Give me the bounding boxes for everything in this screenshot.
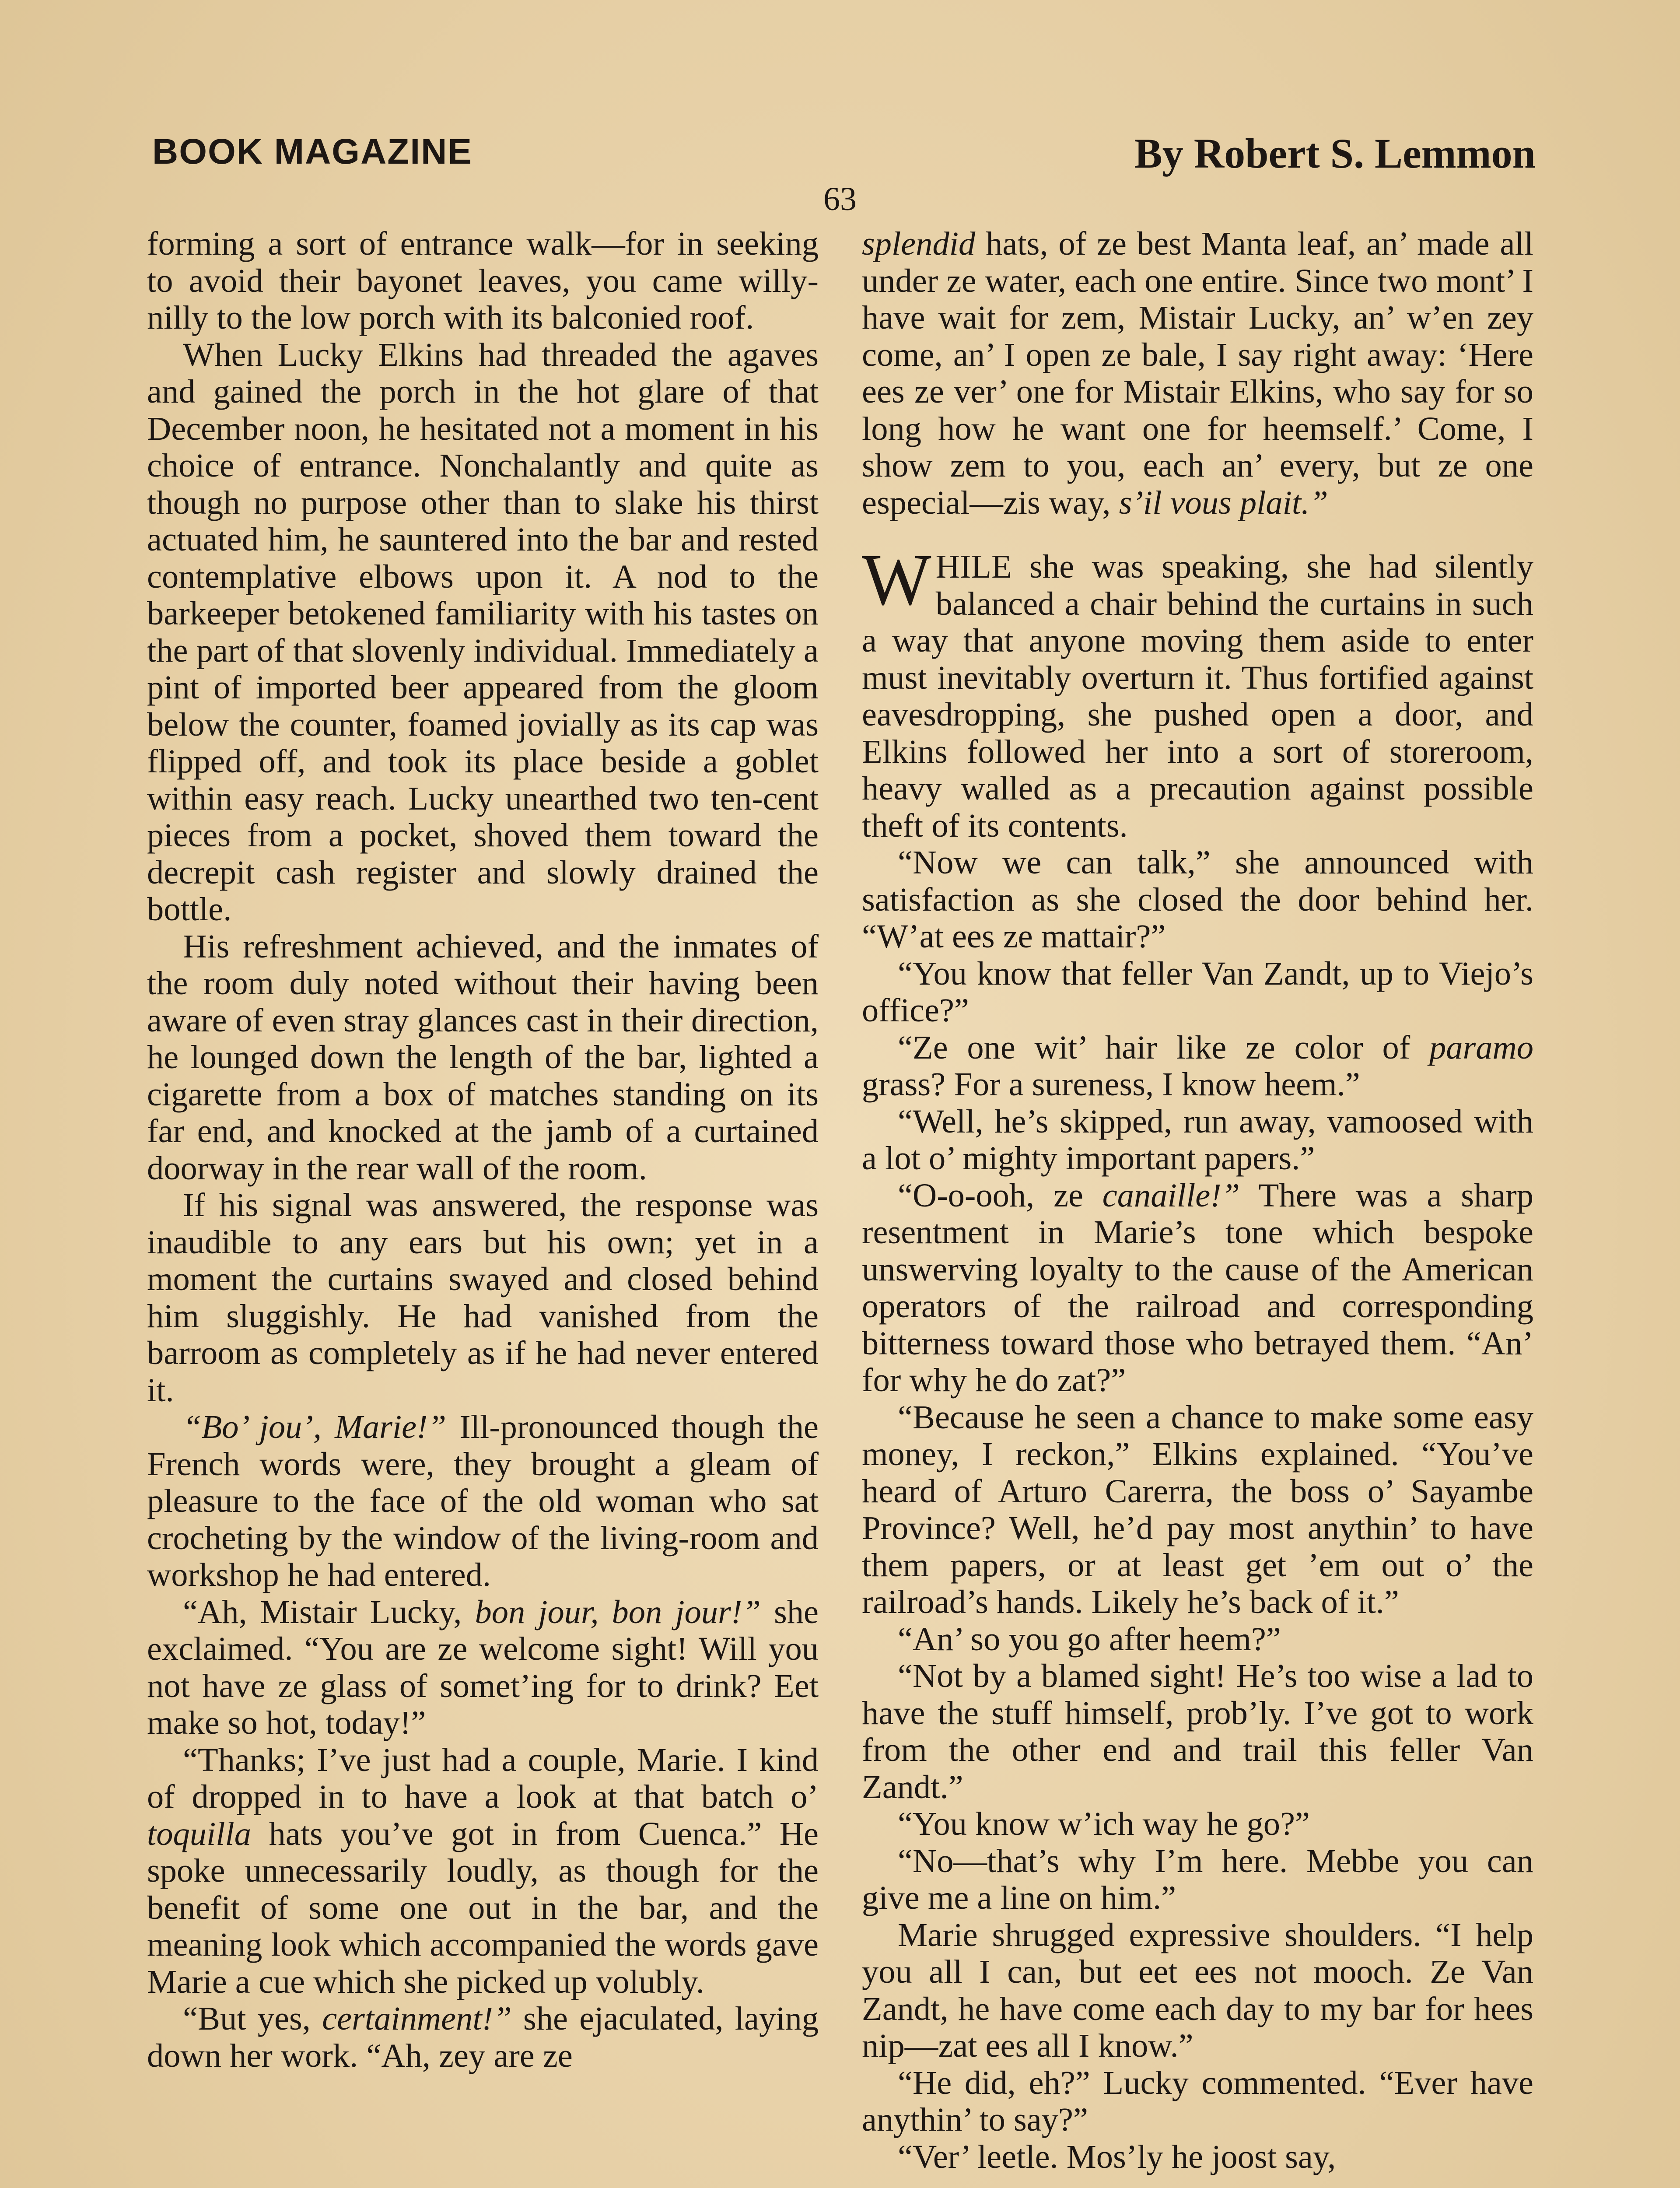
paragraph (862, 1658, 1533, 1806)
paragraph (862, 2065, 1533, 2139)
paragraph-text: she exclaimed. “You are ze welcome sight! Will you not have ze glass of somet’ing for to drink? Eet make so hot, today!” (147, 1593, 819, 1741)
paragraph (147, 1187, 819, 1409)
paragraph-text: “An’ so you go after heem?” (898, 1620, 1281, 1658)
paragraph-text: “But yes, (183, 2000, 322, 2037)
paragraph-text: “Ah, Mistair Lucky, (183, 1593, 475, 1630)
paragraph (862, 1843, 1533, 1917)
paragraph (147, 928, 819, 1187)
italic-text: splendid (862, 225, 976, 262)
paragraph-text: Ill-pronounced though the French words were, they brought a gleam of pleasure to the face of the old woman who sat crocheting by the window of the living-room and workshop he had entered. (147, 1408, 819, 1593)
italic-text: toquilla (147, 1815, 252, 1852)
paragraph (147, 1742, 819, 2001)
paragraph-text: she ejaculated, laying down her work. “Ah, zey are ze (147, 2000, 819, 2074)
right-text-column (862, 225, 1533, 2175)
paragraph-text: HILE she was speaking, she had silently balanced a chair behind the curtains in such a way that anyone moving them aside to enter must inevitably overturn it. Thus fortified against eavesdropping, she pushed open a door, and Elkins followed her into a sort of storeroom, heavy walled as a precaution against possible theft of its contents. (862, 548, 1533, 844)
paragraph-text: There was a sharp resentment in Marie’s tone which bespoke unswerving loyalty to the cause of the American operators of the railroad and corresponding bitterness toward those who betrayed them. “An’ for why he do zat?” (862, 1176, 1534, 1399)
paragraph-text: “Not by a blamed sight! He’s too wise a lad to have the stuff himself, prob’ly. I’ve got to work from the other end and trail this feller Van Zandt.” (862, 1657, 1533, 1806)
paragraph-text: “You know w’ich way he go?” (898, 1805, 1310, 1842)
paragraph-text: “Thanks; I’ve just had a couple, Marie. I kind of dropped in to have a look at that batch o’ (147, 1741, 819, 1815)
paragraph (147, 2000, 819, 2074)
paragraph-text: “Ver’ leetle. Mos’ly he joost say, (898, 2138, 1336, 2175)
italic-text: canaille!” (1102, 1176, 1240, 1214)
paragraph-text: “Well, he’s skipped, run away, vamoosed with a lot o’ mighty important papers.” (862, 1102, 1533, 1177)
paragraph (862, 1103, 1533, 1177)
paragraph-text: If his signal was answered, the response was inaudible to any ears but his own; yet in a moment the curtains swayed and closed behind him sluggishly. He had vanished from the barroom as completely as if he had never entered it. (147, 1186, 819, 1409)
paragraph (862, 955, 1533, 1029)
paragraph (862, 1621, 1533, 1658)
paragraph (147, 225, 819, 337)
italic-text: “Bo’ jou’, Marie!” (183, 1408, 447, 1445)
paragraph (147, 1594, 819, 1742)
italic-text: s’il vous plait.” (1119, 484, 1328, 521)
paragraph-text: When Lucky Elkins had threaded the agaves and gained the porch in the hot glare of that December noon, he hesitated not a moment in his choice of entrance. Nonchalantly and quite as though no purpose other than to slake his thirst actuated him, he sauntered into the bar and rested contemplative elbows upon it. A nod to the barkeeper betokened familiarity with his tastes on the part of that slovenly individual. Immediately a pint of imported beer appeared from the gloom below the counter, foamed jovially as its cap was flipped off, and took its place beside a goblet within easy reach. Lucky unearthed two ten-cent pieces from a pocket, shoved them toward the decrepit cash register and slowly drained the bottle. (147, 336, 819, 928)
magazine-title: BOOK MAGAZINE (152, 132, 473, 172)
left-text-column (147, 225, 819, 2074)
paragraph (147, 337, 819, 928)
paragraph (862, 225, 1533, 521)
drop-cap: W (862, 539, 931, 621)
paragraph-text: “O-o-ooh, ze (898, 1176, 1102, 1214)
paragraph (862, 1806, 1533, 1843)
paragraph (862, 1029, 1533, 1103)
paragraph-text: “No—that’s why I’m here. Mebbe you can give me a line on him.” (862, 1842, 1533, 1916)
paragraph-text: “He did, eh?” Lucky commented. “Ever have anythin’ to say?” (862, 2064, 1533, 2138)
author-byline: By Robert S. Lemmon (1134, 130, 1536, 177)
paragraph-text: forming a sort of entrance walk—for in seeking to avoid their bayonet leaves, you came willy-nilly to the low porch with its balconied roof. (147, 225, 819, 336)
paragraph-text: “Because he seen a chance to make some easy money, I reckon,” Elkins explained. “You’ve heard of Arturo Carerra, the boss o’ Sayambe Province? Well, he’d pay most anythin’ to have them papers, or at least get ’em out o’ the railroad’s hands. Likely he’s back of it.” (862, 1398, 1533, 1620)
paragraph-text: “Now we can talk,” she announced with satisfaction as she closed the door behind her. “W’at ees ze mattair?” (862, 844, 1533, 955)
italic-text: paramo (1429, 1028, 1533, 1066)
paragraph (862, 539, 1533, 844)
paragraph (862, 844, 1533, 955)
paragraph-text: “You know that feller Van Zandt, up to Viejo’s office?” (862, 954, 1533, 1029)
italic-text: bon jour, bon jour!” (475, 1593, 761, 1630)
paragraph-text: hats you’ve got in from Cuenca.” He spoke unnecessarily loudly, as though for the benefit of some one out in the bar, and the meaning look which accompanied the words gave Marie a cue which she picked up volubly. (147, 1815, 819, 2000)
paragraph (862, 1177, 1533, 1399)
paragraph (862, 1917, 1533, 2065)
paragraph (862, 2139, 1533, 2176)
paragraph (147, 1409, 819, 1594)
page-number: 63 (823, 181, 857, 217)
italic-text: certainment!” (322, 2000, 512, 2037)
paragraph-text: “Ze one wit’ hair like ze color of (898, 1028, 1429, 1066)
paragraph-text: grass? For a sureness, I know heem.” (862, 1066, 1360, 1103)
paragraph-text: Marie shrugged expressive shoulders. “I help you all I can, but eet ees not mooch. Ze Van Zandt, he have come each day to my bar for hees nip—zat ees all I know.” (862, 1916, 1533, 2064)
paragraph (862, 1399, 1533, 1621)
paragraph-text: His refreshment achieved, and the inmates of the room duly noted without their having been aware of even stray glances cast in their direction, he lounged down the length of the bar, lighted a cigarette from a box of matches standing on its far end, and knocked at the jamb of a curtained doorway in the rear wall of the room. (147, 927, 819, 1187)
paragraph-text: hats, of ze best Manta leaf, an’ made all under ze water, each one entire. Since two mont’ I have wait for zem, Mistair Lucky, an’ w’en zey come, an’ I open ze bale, I say right away: ‘Here ees ze ver’ one for Mistair Elkins, who say for so long how he want one for heemself.’ Come, I show zem to you, each an’ every, but ze one especial—zis way, (862, 225, 1533, 521)
